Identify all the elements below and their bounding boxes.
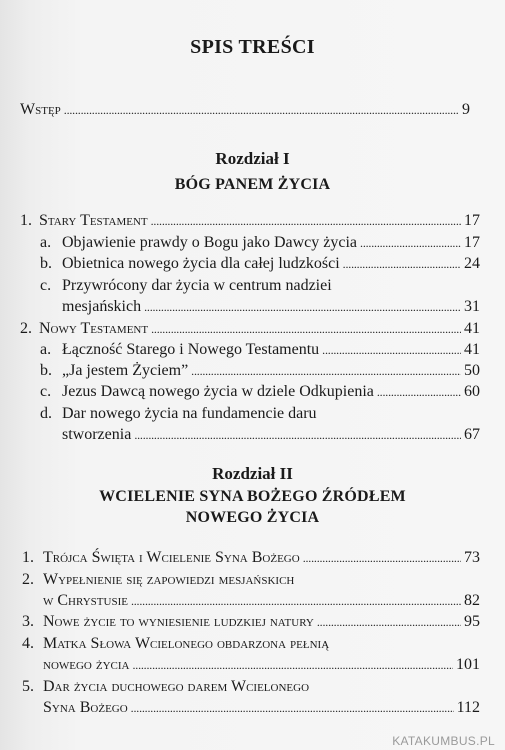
chapter-heading xyxy=(0,148,505,195)
chapter-heading xyxy=(0,463,505,528)
toc-entry-first-line: 2. Wypełnienie się zapowiedzi mesjańskich xyxy=(22,571,295,588)
watermark: KATAKUMBUS.PL xyxy=(392,734,495,748)
toc-entry-page: 50 xyxy=(464,362,480,379)
leader-dots xyxy=(343,258,461,270)
toc-entry-page: 73 xyxy=(464,549,480,566)
toc-entry-label: Matka Słowa Wcielonego obdarzona pełnią xyxy=(43,635,330,652)
leader-dots xyxy=(132,659,453,671)
toc-entry-page: 41 xyxy=(464,341,480,358)
leader-dots xyxy=(131,595,461,607)
toc-entry-page: 31 xyxy=(464,298,480,315)
toc-entry: a. Łączność Starego i Nowego Testamentu . . . 41 xyxy=(40,339,480,360)
toc-entry-label: Nowe życie to wyniesienie ludzkiej natury xyxy=(43,613,314,630)
toc-entry-page: 17 xyxy=(464,212,480,229)
toc-entry-page: 82 xyxy=(464,592,480,609)
toc-entry: 1. Stary Testament . . . 17 xyxy=(20,210,480,231)
toc-entry xyxy=(43,590,480,611)
toc-entry-page: 24 xyxy=(464,255,480,272)
leader-dots xyxy=(64,104,459,116)
toc-entry-label: „Ja jestem Życiem” xyxy=(62,362,189,379)
toc-entry-first-line: c. Przywrócony dar życia w centrum nadziei xyxy=(40,277,332,294)
toc-entry-label: mesjańskich xyxy=(62,298,142,315)
chapter-title: WCIELENIE SYNA BOŻEGO ŹRÓDŁEM xyxy=(99,488,406,505)
chapter-title: NOWEGO ŻYCIA xyxy=(185,509,320,526)
toc-entry-page: 112 xyxy=(456,699,480,716)
toc-entry-page: 95 xyxy=(464,613,480,630)
toc-entry: b. „Ja jestem Życiem” . . . 50 xyxy=(40,360,480,381)
toc-entry-page: 67 xyxy=(464,426,480,443)
toc-entry-label: nowego życia xyxy=(43,656,130,673)
toc-entry-label: Wstęp xyxy=(20,101,61,118)
toc-entry-page: 9 xyxy=(462,101,470,118)
leader-dots xyxy=(134,429,461,441)
toc-entry: c. Jezus Dawcą nowego życia w dziele Odkupienia . . . 60 xyxy=(40,381,480,402)
toc-entry-label: Obietnica nowego życia dla całej ludzkości xyxy=(62,255,340,272)
toc-entry-label: Trójca Święta i Wcielenie Syna Bożego xyxy=(43,549,300,566)
leader-dots xyxy=(360,237,461,249)
toc-entry-label: Jezus Dawcą nowego życia w dziele Odkupienia xyxy=(62,383,374,400)
toc-entry xyxy=(43,697,480,718)
toc-entry-label: Wypełnienie się zapowiedzi mesjańskich xyxy=(43,571,295,588)
toc-entry-first-line: 4. Matka Słowa Wcielonego obdarzona pełnią xyxy=(22,635,330,652)
toc-entry: a. Objawienie prawdy o Bogu jako Dawcy życia . . . 17 xyxy=(40,232,480,253)
toc-entry: 2. Nowy Testament . . . 41 xyxy=(20,318,480,339)
toc-entry-page: 17 xyxy=(464,234,480,251)
chapter-number: Rozdział II xyxy=(212,464,293,483)
toc-entry-label: stworzenia xyxy=(62,426,132,443)
leader-dots xyxy=(151,215,461,227)
page-title: SPIS TREŚCI xyxy=(190,36,315,58)
toc-entry-label: Nowy Testament xyxy=(39,320,149,337)
leader-dots xyxy=(144,301,461,313)
toc-entry-first-line: 5. Dar życia duchowego darem Wcielonego xyxy=(22,678,310,695)
toc-entry: b. Obietnica nowego życia dla całej ludzkości . . . 24 xyxy=(40,253,480,274)
toc-entry-intro xyxy=(20,99,470,120)
chapter-number: Rozdział I xyxy=(215,149,290,168)
leader-dots xyxy=(151,323,461,335)
chapter-title: BÓG PANEM ŻYCIA xyxy=(174,176,331,193)
toc-entry-first-line: d. Dar nowego życia na fundamencie daru xyxy=(40,405,317,422)
toc-entry-page: 41 xyxy=(464,320,480,337)
leader-dots xyxy=(317,616,461,628)
toc-entry-label: Przywrócony dar życia w centrum nadziei xyxy=(62,277,332,294)
toc-entry-page: 101 xyxy=(456,656,480,673)
toc-entry-label: Stary Testament xyxy=(39,212,148,229)
leader-dots xyxy=(191,365,461,377)
leader-dots xyxy=(322,344,461,356)
toc-entry-label: Dar nowego życia na fundamencie daru xyxy=(62,405,317,422)
toc-entry-label: Dar życia duchowego darem Wcielonego xyxy=(43,678,310,695)
toc-entry: 3. Nowe życie to wyniesienie ludzkiej natury . . . 95 xyxy=(22,611,480,632)
leader-dots xyxy=(131,702,454,714)
toc-entry-label: Syna Bożego xyxy=(43,699,128,716)
toc-entry-label: w Chrystusie xyxy=(43,592,128,609)
toc-entry xyxy=(62,296,480,317)
toc-entry-label: Objawienie prawdy o Bogu jako Dawcy życia xyxy=(62,234,358,251)
toc-entry xyxy=(43,654,480,675)
toc-entry: 1. Trójca Święta i Wcielenie Syna Bożego . . . 73 xyxy=(22,547,480,568)
leader-dots xyxy=(303,552,461,564)
toc-entry xyxy=(62,424,480,445)
toc-entry-page: 60 xyxy=(464,383,480,400)
leader-dots xyxy=(377,386,461,398)
toc-entry-label: Łączność Starego i Nowego Testamentu xyxy=(62,341,320,358)
